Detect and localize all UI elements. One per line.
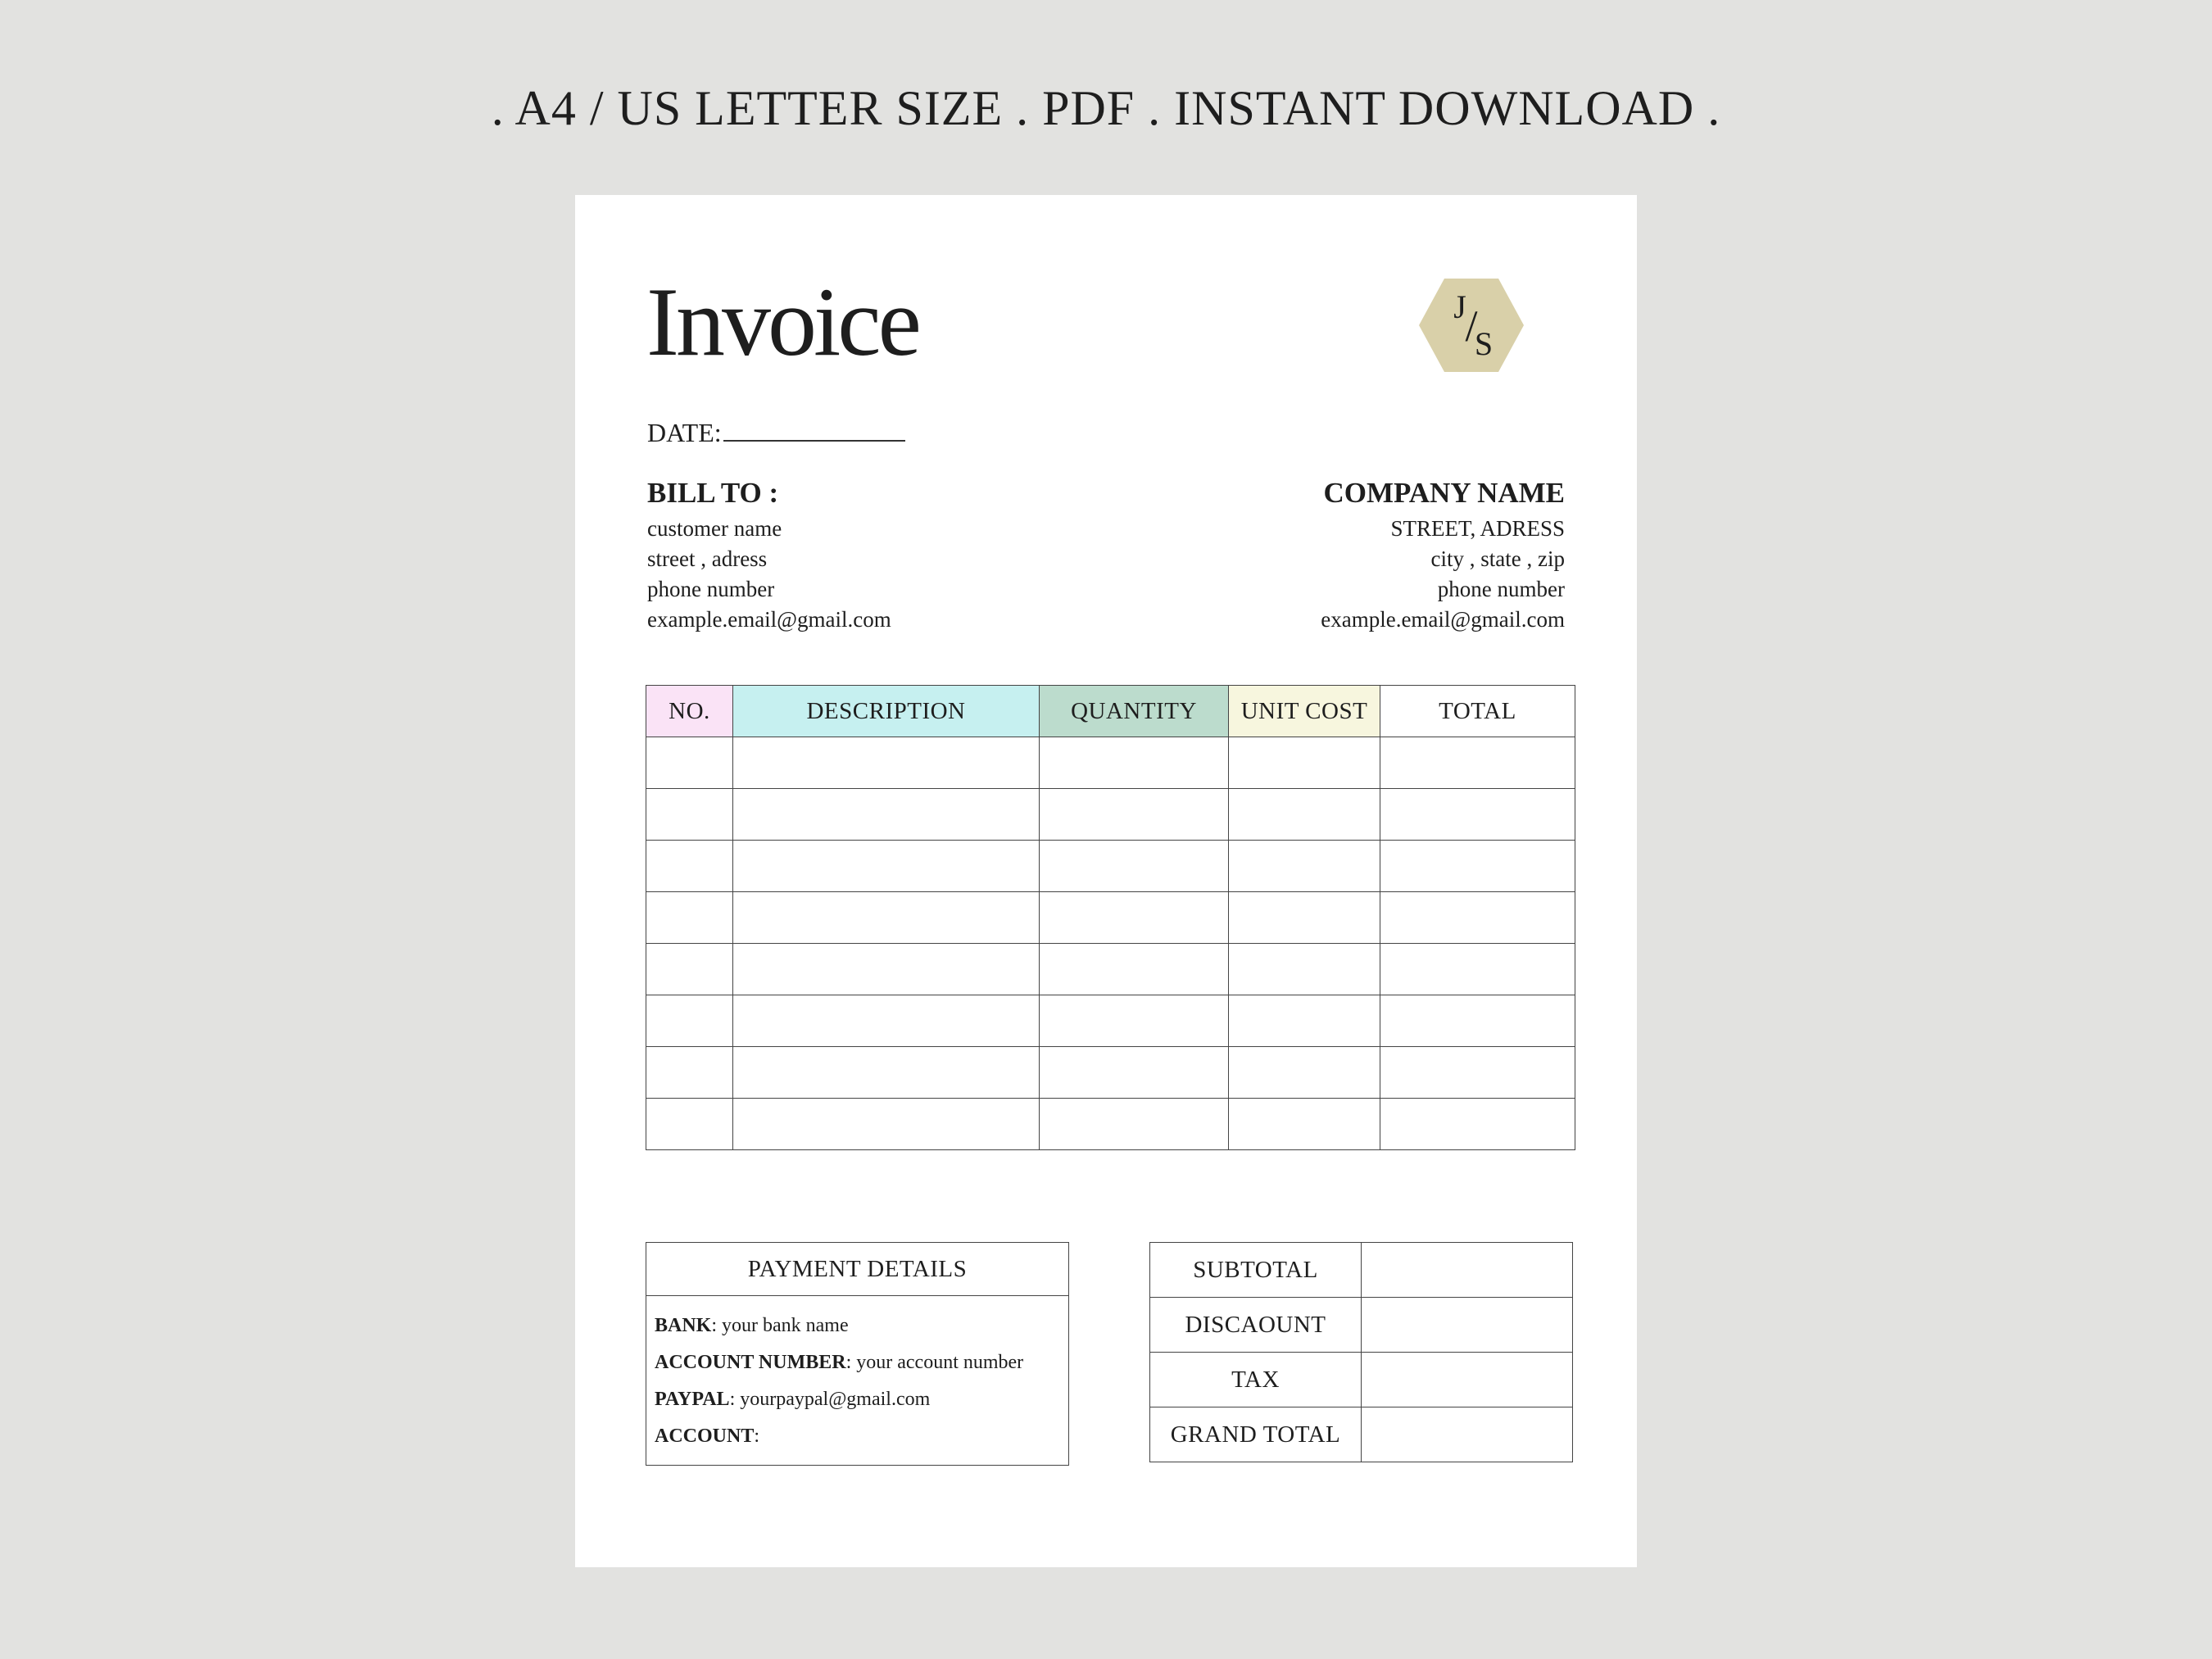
company-line: city , state , zip (1430, 546, 1565, 571)
table-cell[interactable] (1229, 944, 1380, 995)
bill-to-line: customer name (647, 516, 782, 541)
payment-value[interactable]: : your account number (845, 1352, 1024, 1373)
company-line: example.email@gmail.com (1321, 607, 1565, 632)
table-cell[interactable] (1380, 1099, 1575, 1150)
company-heading: COMPANY NAME (1323, 477, 1565, 509)
table-cell[interactable] (1040, 841, 1229, 892)
table-cell[interactable] (646, 737, 733, 789)
table-row (646, 995, 1575, 1047)
payment-label: PAYPAL (655, 1389, 730, 1410)
table-row (646, 841, 1575, 892)
table-cell[interactable] (1380, 1047, 1575, 1099)
payment-value[interactable]: : your bank name (711, 1315, 849, 1336)
table-cell[interactable] (1380, 995, 1575, 1047)
table-cell[interactable] (646, 944, 733, 995)
logo-letter-top: J (1453, 288, 1466, 325)
column-header-no: NO. (646, 686, 733, 737)
totals-value-cell[interactable] (1362, 1353, 1573, 1407)
table-cell[interactable] (1040, 789, 1229, 841)
payment-label: BANK (655, 1315, 712, 1336)
table-cell[interactable] (1229, 1099, 1380, 1150)
totals-row-subtotal (1150, 1243, 1573, 1298)
logo-slash: / (1465, 301, 1478, 351)
table-header-row (646, 686, 1575, 737)
table-cell[interactable] (646, 892, 733, 944)
table-cell[interactable] (1229, 737, 1380, 789)
table-cell[interactable] (1040, 892, 1229, 944)
column-header-unit-cost: UNIT COST (1229, 686, 1380, 737)
table-cell[interactable] (1040, 995, 1229, 1047)
table-cell[interactable] (1380, 892, 1575, 944)
date-field[interactable] (647, 418, 905, 448)
table-cell[interactable] (733, 995, 1040, 1047)
bill-to-block (647, 476, 891, 635)
table-cell[interactable] (646, 789, 733, 841)
totals-value-cell[interactable] (1362, 1298, 1573, 1353)
table-cell[interactable] (1229, 995, 1380, 1047)
company-line: STREET, ADRESS (1390, 516, 1565, 541)
payment-row-account (655, 1418, 1060, 1455)
totals-label: TAX (1150, 1353, 1362, 1407)
table-row (646, 892, 1575, 944)
table-row (646, 789, 1575, 841)
totals-value-cell[interactable] (1362, 1407, 1573, 1462)
line-items-body (646, 737, 1575, 1150)
table-row (646, 737, 1575, 789)
table-cell[interactable] (1229, 841, 1380, 892)
table-cell[interactable] (733, 1047, 1040, 1099)
payment-details-box (646, 1242, 1069, 1466)
monogram-logo (1417, 277, 1525, 374)
table-cell[interactable] (1380, 737, 1575, 789)
table-cell[interactable] (733, 1099, 1040, 1150)
payment-row-bank (655, 1308, 1060, 1344)
table-row (646, 944, 1575, 995)
table-cell[interactable] (1380, 841, 1575, 892)
table-cell[interactable] (1229, 789, 1380, 841)
table-cell[interactable] (1380, 789, 1575, 841)
table-cell[interactable] (733, 892, 1040, 944)
table-cell[interactable] (1380, 944, 1575, 995)
payment-row-paypal (655, 1381, 1060, 1418)
table-cell[interactable] (646, 1047, 733, 1099)
totals-table (1149, 1242, 1573, 1462)
bill-to-heading: BILL TO : (647, 477, 779, 509)
company-line: phone number (1437, 577, 1565, 601)
payment-label: ACCOUNT (655, 1426, 755, 1447)
bill-to-line: street , adress (647, 546, 768, 571)
column-header-quantity: QUANTITY (1040, 686, 1229, 737)
column-header-total: TOTAL (1380, 686, 1575, 737)
table-row (646, 1047, 1575, 1099)
line-items-table (646, 685, 1575, 1150)
bill-to-line: phone number (647, 577, 775, 601)
totals-label: SUBTOTAL (1150, 1243, 1362, 1298)
table-cell[interactable] (1040, 944, 1229, 995)
totals-label: DISCAOUNT (1150, 1298, 1362, 1353)
table-cell[interactable] (1040, 1047, 1229, 1099)
logo-letter-bottom: S (1474, 325, 1494, 362)
table-cell[interactable] (646, 995, 733, 1047)
payment-value[interactable]: : (754, 1426, 760, 1447)
table-cell[interactable] (733, 944, 1040, 995)
table-cell[interactable] (733, 789, 1040, 841)
payment-row-account-number (655, 1344, 1060, 1381)
table-cell[interactable] (1040, 737, 1229, 789)
table-row (646, 1099, 1575, 1150)
table-cell[interactable] (1040, 1099, 1229, 1150)
table-cell[interactable] (733, 841, 1040, 892)
bill-to-line: example.email@gmail.com (647, 607, 891, 632)
payment-details-body (646, 1296, 1068, 1465)
date-label: DATE: (647, 418, 722, 447)
company-block (1321, 476, 1565, 635)
column-header-description: DESCRIPTION (733, 686, 1040, 737)
invoice-title: Invoice (646, 267, 918, 376)
product-banner: . A4 / US LETTER SIZE . PDF . INSTANT DOWNLOAD . (491, 81, 1721, 135)
invoice-sheet (575, 195, 1637, 1567)
date-underline[interactable] (723, 424, 905, 442)
table-cell[interactable] (1229, 892, 1380, 944)
totals-row-discount (1150, 1298, 1573, 1353)
table-cell[interactable] (646, 1099, 733, 1150)
totals-row-tax (1150, 1353, 1573, 1407)
table-cell[interactable] (733, 737, 1040, 789)
totals-value-cell[interactable] (1362, 1243, 1573, 1298)
payment-label: ACCOUNT NUMBER (655, 1352, 846, 1373)
table-cell[interactable] (1229, 1047, 1380, 1099)
totals-row-grand-total (1150, 1407, 1573, 1462)
totals-label: GRAND TOTAL (1150, 1407, 1362, 1462)
table-cell[interactable] (646, 841, 733, 892)
payment-value[interactable]: : yourpaypal@gmail.com (729, 1389, 931, 1410)
payment-details-heading: PAYMENT DETAILS (646, 1243, 1068, 1296)
